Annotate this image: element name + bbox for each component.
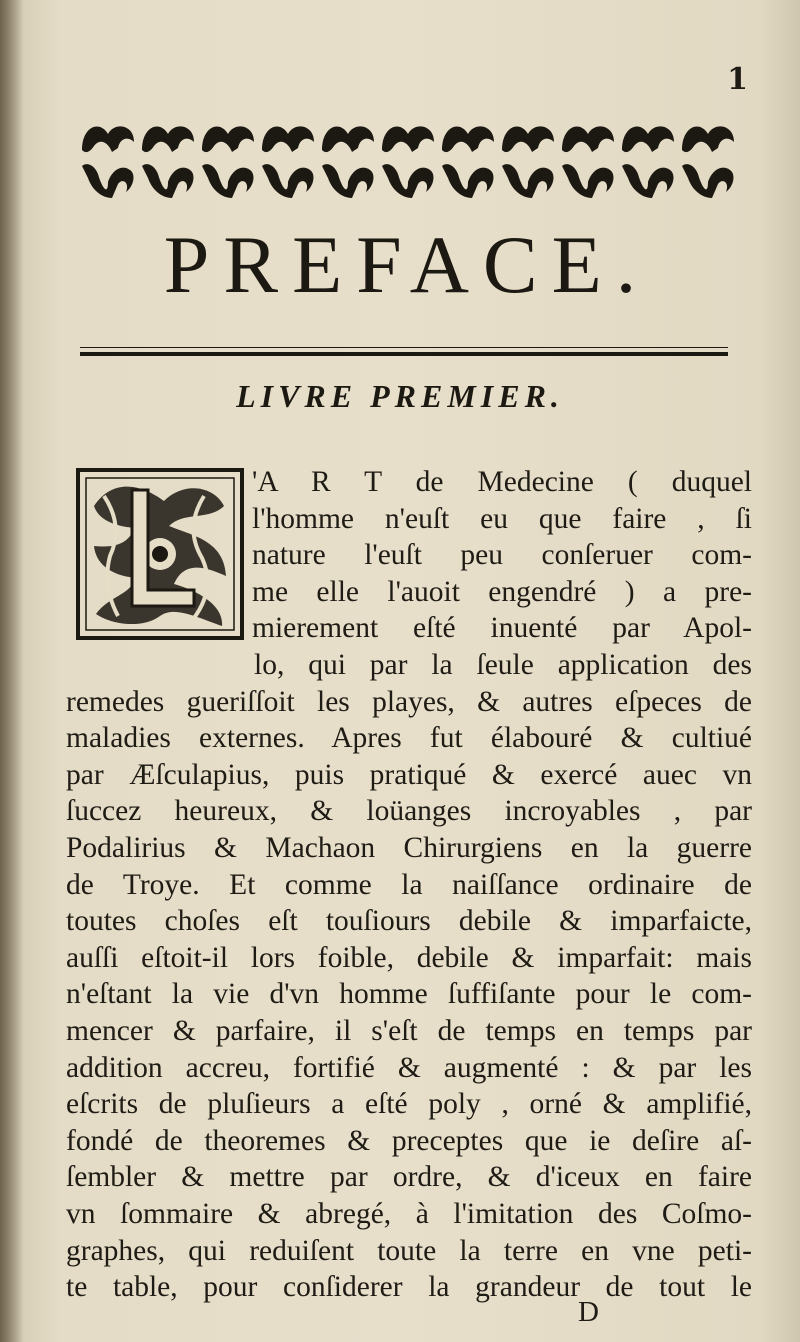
text-line: graphes, qui reduiſent toute la terre en vne peti- [66,1234,752,1267]
ornament-motif-top [322,126,374,152]
title-rule-thin [80,347,728,348]
text-line: de Troye. Et comme la naiſſance ordinaire de [66,868,752,901]
first-paragraph-lines [252,464,752,647]
book-subtitle: LIVRE PREMIER. [236,378,564,414]
ornament-motif-bottom [202,164,253,198]
ornament-motif-top [622,126,674,152]
text-line: nature l'euſt peu conſeruer com- [252,539,752,572]
ornament-motif-bottom [322,164,373,198]
text-line: Podalirius & Machaon Chirurgiens en la guerre [66,831,752,864]
text-line: addition accreu, fortifié & augmenté : & par les [66,1051,752,1084]
text-line: me elle l'auoit engendré ) a pre- [252,575,752,608]
text-line: remedes gueriſſoit les playes, & autres eſpeces de [66,685,752,718]
text-line: n'eſtant la vie d'vn homme ſuffiſante pour le com- [66,978,752,1011]
ornament-motif-bottom [562,164,613,198]
ornament-motif-bottom [382,164,433,198]
text-line: mierement eſté inuenté par Apol- [252,612,752,645]
ornament-motif-top [262,126,314,152]
text-line: toutes choſes eſt touſiours debile & imparfaicte, [66,905,752,938]
text-line: te table, pour conſiderer la grandeur de tout le [66,1271,752,1304]
ornament-motif-top [202,126,254,152]
catchword-signature: D [578,1296,599,1328]
ornament-motif-top [682,126,734,152]
ornament-headpiece [78,112,738,204]
ornament-motif-top [562,126,614,152]
ornament-motif-top [142,126,194,152]
ornament-motif-top [442,126,494,152]
text-line: ſembler & mettre par ordre, & d'iceux en faire [66,1161,752,1194]
title-rule [80,352,728,356]
decorated-initial-L [74,466,246,642]
text-line: vn ſommaire & abregé, à l'imitation des Coſmo- [66,1197,752,1230]
ornament-motif-top [382,126,434,152]
ornament-motif-bottom [442,164,493,198]
text-line: maladies externes. Apres fut élabouré & cultiué [66,722,752,755]
text-line: lo, qui par la ſeule application des [254,649,752,681]
page-title: PREFACE. [163,219,651,310]
text-line: fondé de theoremes & preceptes que ie deſire aſ- [66,1124,752,1157]
text-line: eſcrits de pluſieurs a eſté poly , orné & amplifié, [66,1088,752,1121]
text-line: mencer & parfaire, il s'eſt de temps en temps par [66,1014,752,1047]
binding-shadow [0,0,24,1342]
ornament-motif-bottom [622,164,673,198]
ornament-motif-top [82,126,134,152]
ornament-motif-bottom [262,164,313,198]
page-number: 1 [727,62,748,97]
ornament-motif-bottom [682,164,733,198]
ornament-motif-bottom [82,164,133,198]
text-line: 'A R T de Medecine ( duquel [252,466,752,498]
text-line: l'homme n'euſt eu que faire , ſi [252,502,752,535]
text-line: par Æſculapius, puis pratiqué & exercé auec vn [66,758,752,791]
body-text [66,647,752,1306]
ornament-motif-bottom [142,164,193,198]
text-line: ſuccez heureux, & loüanges incroyables , par [66,795,752,828]
ornament-motif-top [502,126,554,152]
ornament-motif-bottom [502,164,553,198]
text-line: auſſi eſtoit-il lors foible, debile & imparfait: mais [66,941,752,974]
